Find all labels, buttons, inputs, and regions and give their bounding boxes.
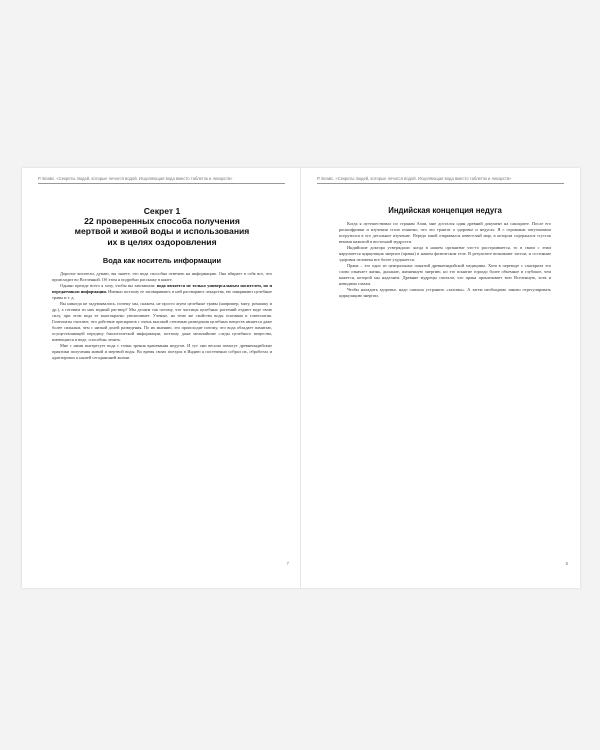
paragraph: Дорогие читатели, думаю, вы знаете, что вода способна отвечать на информацию. Она вбирает в себя все, что происходит во Вселенной. Об этом я подробно расскажу в книге.: [52, 270, 272, 282]
running-head: Р. Блавс. «Секреты людей, которые лечатся водой. Исцеляющая вода вместо таблеток и лекарств»: [317, 176, 564, 184]
chapter-title-line: мертвой и живой воды и использования: [74, 226, 250, 237]
paragraph: Чтобы наладить здоровье, надо сначала устранить «заломы». А затем необходимо заново отрегулировать циркуляцию энергии.: [339, 287, 551, 298]
section-title: Вода как носитель информации: [102, 255, 222, 265]
left-page: [22, 168, 301, 588]
right-page: [301, 168, 580, 588]
page-number: 7: [286, 561, 289, 566]
emphasis: вода является не только универсальным носителем, но и передатчиком информации.: [52, 282, 272, 294]
chapter-title: [52, 206, 272, 247]
paragraph: Однако прежде всего я хочу, чтобы вы запомнили: вода является не только универсальным носителем, но и передатчиком информации. Именно поэтому ее заговаривают, в ней растворяют лекарства, ею заваривают целебные травы и т. д.: [52, 282, 272, 300]
running-head: Р. Блавс. «Секреты людей, которые лечатся водой. Исцеляющая вода вместо таблеток и лекарств»: [38, 176, 285, 184]
paragraph: Вы никогда не задумывались, почему мы, скажем, не просто жуем целебные травы (например, мяту, ромашку и др.), а готовим из них водный раствор? Мы делаем так потому, что частицы целебных растений отдают воде свою силу, при этом вода ее многократно увеличивает. Ученые, на теме же свойства воды основана и гомеопатия. Гомеопаты считают, что действие препаратов с очень высокой степенью разведения целебных веществ является даже более сильным, чем с низкой долей разведения. По их мнению, это происходит потому, что вода обладает памятью, осуществляющей передачу биологической информации, поэтому даже мельчайшие следы целебного вещества, имеющиеся в воде, способны лечить.: [52, 300, 272, 342]
paragraph: Прана – это одно из центральных понятий древнеиндийской медицины. Хотя в переводе с санскрита это слово означает жизнь, дыхание, жизненную энергию, но это понятие гораздо более объемное и глубокое, чем кажется, которой мы наделяем. Древние мудрецы считали, что прана пронизывает всю Вселенную, хотя и невидима глазам.: [339, 263, 551, 286]
page-number: 8: [565, 561, 568, 566]
chapter-title-line: их в целях оздоровления: [107, 236, 217, 247]
chapter-label: Секрет 1: [143, 206, 181, 216]
chapter-title-line: 22 проверенных способа получения: [84, 216, 240, 227]
paragraph: Когда я путешествовал по странам Азии, мне достался один древний документ на санскрите. После его расшифровки и изучения стало понятно, что это трактат о здоровье и недугах. Я с огромным энтузиазмом погрузился в его детальное изучение. Передо мной открывался невеселый мир, в котором содержался сгусток веками нажитой в восточной мудрости.: [339, 221, 551, 244]
section-title: Индийская концепция недуга: [388, 206, 502, 215]
paragraph: Мне с ними интересует вода с точки зрения врачевания недугов. И тут они весьма помогут древнеиндийские практики получения живой и мертвой воды. Во время своих поездок в Индию я постепенно собрал их, обработал и адаптировал к нашей сегодняшней жизни.: [52, 342, 272, 360]
left-page-content: [52, 206, 272, 361]
book-spread: [22, 168, 580, 588]
paragraph: Индийские доктора утверждали: когда в нашем организме что-то расстраивается, то в связи с этим нарушается циркуляция энергии (праны) в нашем физическом теле. В результате возникают застои, и состояние здоровья человека все более ухудшается.: [339, 245, 551, 262]
right-page-content: [339, 206, 551, 299]
